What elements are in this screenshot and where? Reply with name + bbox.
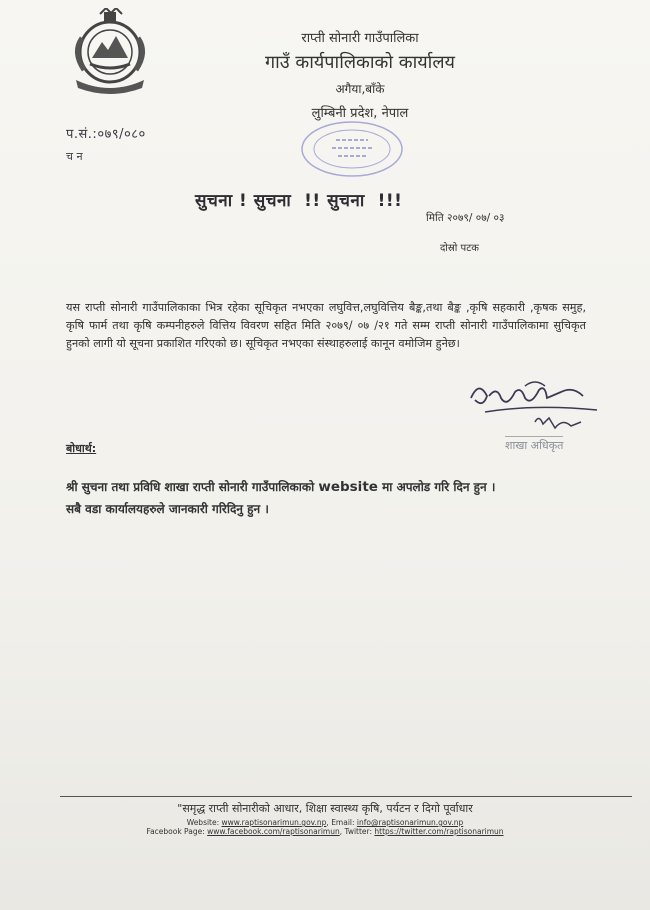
municipality-name: राप्ती सोनारी गाउँपालिका: [301, 31, 419, 46]
website-label: Website:: [186, 818, 222, 827]
notice-second-time: दोस्रो पटक: [440, 243, 479, 254]
signatory-title: शाखा अधिकृत: [505, 436, 563, 453]
nepal-emblem-icon: [62, 8, 158, 98]
office-name: गाउँ कार्यपालिकाको कार्यालय: [265, 52, 455, 73]
notice-body: यस राप्ती सोनारी गाउँपालिकाका भित्र रहेका सूचिकृत नभएका लघुवित्त,लघुवित्तिय बैङ्क,तथा बैङ्क ,कृषि सहकारी ,कृषक समुह, कृषि फार्म तथा कृषि कम्पनीहरुले वित्तिय विवरण सहित मिति २०७९/ ०७ /२१ गते सम्म राप्ती सोनारी गाउँपालिकामा सुचिकृत हुनको लागी यो सूचना प्रकाशित गरिएको छ। सूचिकृत नभएका संस्थाहरुलाई कानून वमोजिम हुनेछ।: [66, 301, 586, 350]
cc-text: [66, 476, 606, 520]
handwritten-signature-icon: [465, 378, 605, 440]
cc-line-1-start: श्री सुचना तथा प्रविधि शाखा राप्ती सोनारी गाउँपालिकाको: [66, 480, 319, 494]
footer-motto: "समृद्ध राप्ती सोनारीको आधार, शिक्षा स्वास्थ्य कृषि, पर्यटन र दिगो पूर्वाधार: [177, 802, 473, 815]
email-link[interactable]: info@raptisonarimun.gov.np: [356, 818, 464, 827]
reference-number: प.सं.:०७९/०८०: [66, 127, 146, 142]
footer-line-2: [80, 827, 570, 836]
cc-label: बोधार्थ:: [66, 442, 97, 455]
dispatch-number: च न: [66, 150, 83, 163]
twitter-link[interactable]: https://twitter.com/raptisonarimun: [374, 827, 504, 836]
cc-line-1-end: मा अपलोड गरि दिन हुन ।: [377, 480, 496, 494]
cc-line-1: [66, 476, 606, 498]
facebook-label: Facebook Page:: [146, 827, 208, 836]
website-link[interactable]: www.raptisonarimun.gov.np: [221, 818, 327, 827]
notice-title: सुचना ! सुचना !! सुचना !!!: [195, 191, 403, 211]
footer-divider: [60, 796, 632, 797]
province-name: लुम्बिनी प्रदेश, नेपाल: [311, 106, 409, 121]
twitter-label: , Twitter:: [339, 827, 375, 836]
office-seal-icon: [296, 118, 408, 180]
email-label: , Email:: [326, 818, 357, 827]
notice-date: मिति २०७९/ ०७/ ०३: [426, 212, 505, 224]
cc-line-2: सबै वडा कार्यालयहरुले जानकारी गरिदिनु हुन ।: [66, 502, 269, 516]
footer-contacts: [80, 818, 570, 836]
facebook-link[interactable]: www.facebook.com/raptisonarimun: [207, 827, 340, 836]
cc-website-word: website: [318, 479, 378, 495]
footer-line-1: [80, 818, 570, 827]
office-location: अगैया,बाँके: [335, 82, 385, 96]
